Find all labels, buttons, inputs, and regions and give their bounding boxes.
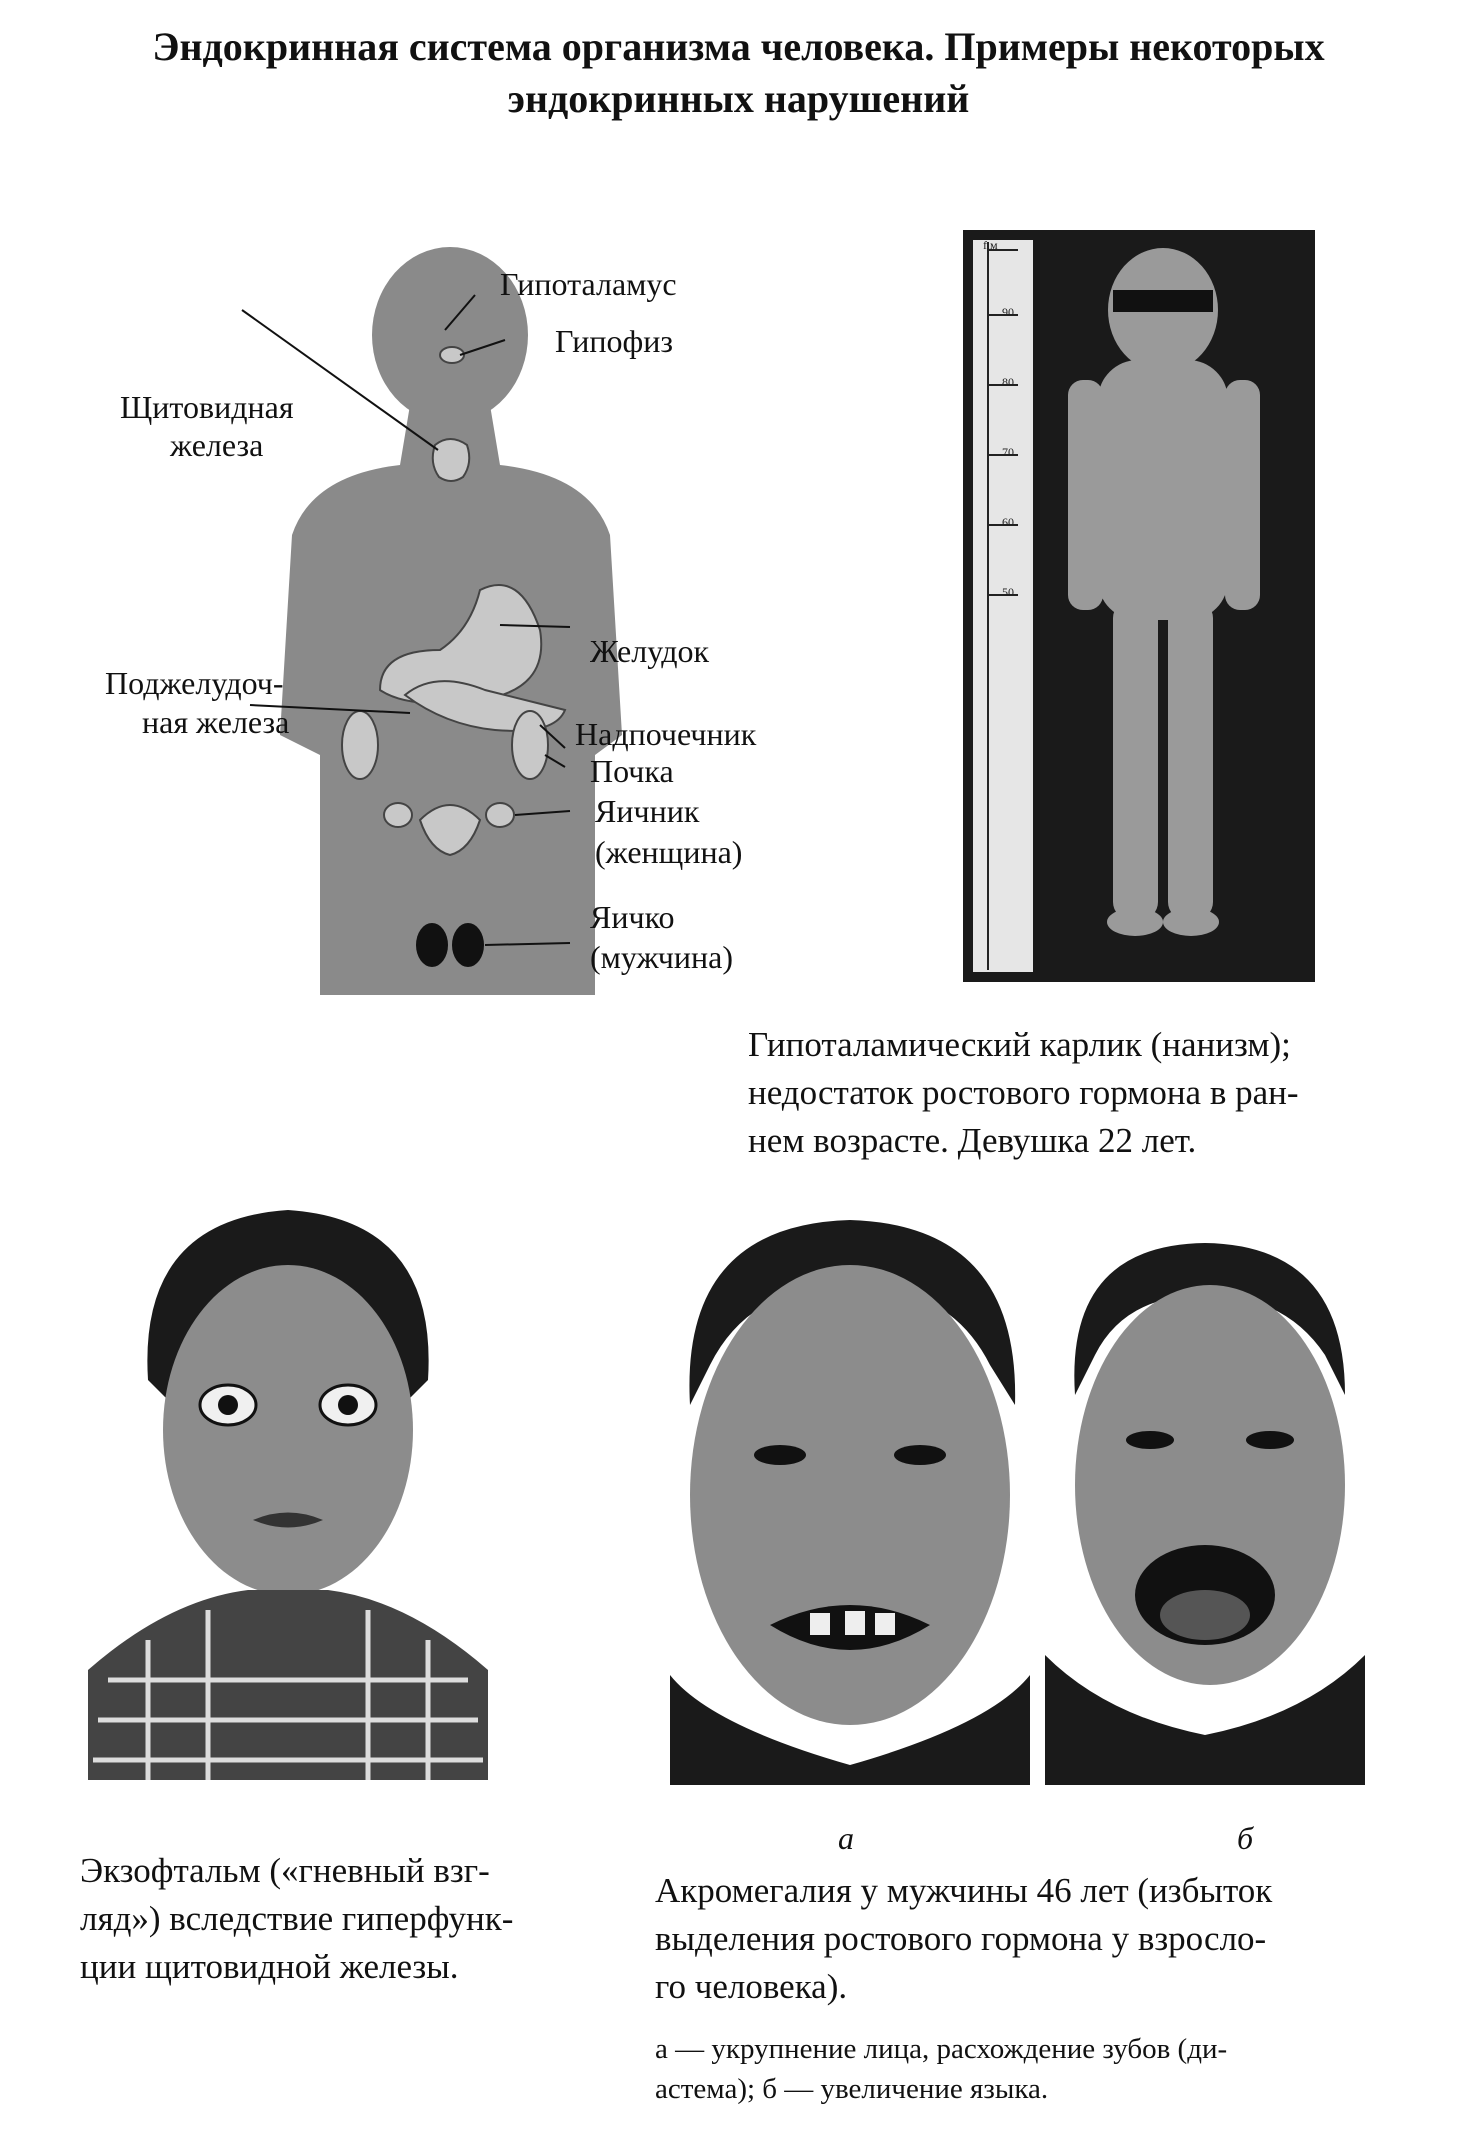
kidney-left xyxy=(342,711,378,779)
label-pituitary: Гипофиз xyxy=(555,323,674,359)
exophthalmos-caption-line-2: ляд») вследствие гиперфунк- xyxy=(80,1899,514,1938)
label-thyroid-line-2: железа xyxy=(170,427,264,463)
dwarf-caption-line-1: Гипоталамический карлик (нанизм); xyxy=(748,1025,1291,1064)
page-title-line-2: эндокринных нарушений xyxy=(507,76,970,121)
exophthalmos-caption-line-3: ции щитовидной железы. xyxy=(80,1947,459,1986)
kidney-right xyxy=(512,711,548,779)
ruler-tick-top: f.м xyxy=(983,238,998,252)
face xyxy=(163,1265,413,1595)
dwarf-photo xyxy=(963,230,1315,982)
height-ruler xyxy=(973,240,1033,972)
ruler-tick-50: 50 xyxy=(1002,585,1014,599)
label-ovary-line-1: Яичник xyxy=(595,793,700,829)
label-adrenal: Надпочечник xyxy=(575,716,757,752)
label-stomach: Желудок xyxy=(590,633,710,669)
dwarf-caption-line-3: нем возрасте. Девушка 22 лет. xyxy=(748,1121,1197,1160)
ruler-tick-90: 90 xyxy=(1002,305,1014,319)
acromegaly-caption-line-1: Акромегалия у мужчины 46 лет (избыток xyxy=(655,1871,1273,1910)
label-thyroid-line-1: Щитовидная xyxy=(120,389,294,425)
label-testis-line-1: Яичко xyxy=(590,899,675,935)
acromegaly-note-line-2: астема); б — увеличение языка. xyxy=(655,2073,1049,2105)
ovary-left xyxy=(384,803,412,827)
face xyxy=(690,1265,1010,1725)
ruler-tick-60: 60 xyxy=(1002,515,1014,529)
acromegaly-caption-line-2: выделения ростового гормона у взросло- xyxy=(655,1919,1267,1958)
page-title-line-1: Эндокринная система организма человека. Примеры некоторых xyxy=(152,24,1325,69)
photo-label-b: б xyxy=(1237,1820,1254,1856)
eye-censor-bar xyxy=(1113,290,1213,312)
thyroid-gland xyxy=(433,439,470,481)
label-pancreas-line-1: Поджелудоч- xyxy=(105,665,284,701)
acromegaly-photo-b xyxy=(1045,1235,1365,1785)
dwarf-caption-line-2: недостаток ростового гормона в ран- xyxy=(748,1073,1299,1112)
endocrine-body-diagram xyxy=(260,255,640,1015)
label-ovary-line-2: (женщина) xyxy=(595,834,743,870)
label-kidney: Почка xyxy=(590,753,674,789)
acromegaly-photo-a xyxy=(670,1205,1030,1785)
label-hypothalamus: Гипоталамус xyxy=(500,266,677,302)
ovary-right xyxy=(486,803,514,827)
ruler-tick-70: 70 xyxy=(1002,445,1014,459)
label-pancreas-line-2: ная железа xyxy=(142,704,290,740)
acromegaly-note-line-1: а — укрупнение лица, расхождение зубов (ди- xyxy=(655,2033,1228,2065)
photo-label-a: а xyxy=(838,1820,854,1856)
label-testis-line-2: (мужчина) xyxy=(590,939,733,975)
exophthalmos-photo xyxy=(88,1200,488,1780)
exophthalmos-caption-line-1: Экзофтальм («гневный взг- xyxy=(80,1851,490,1890)
acromegaly-caption-line-3: го человека). xyxy=(655,1967,848,2006)
ruler-tick-80: 80 xyxy=(1002,375,1014,389)
